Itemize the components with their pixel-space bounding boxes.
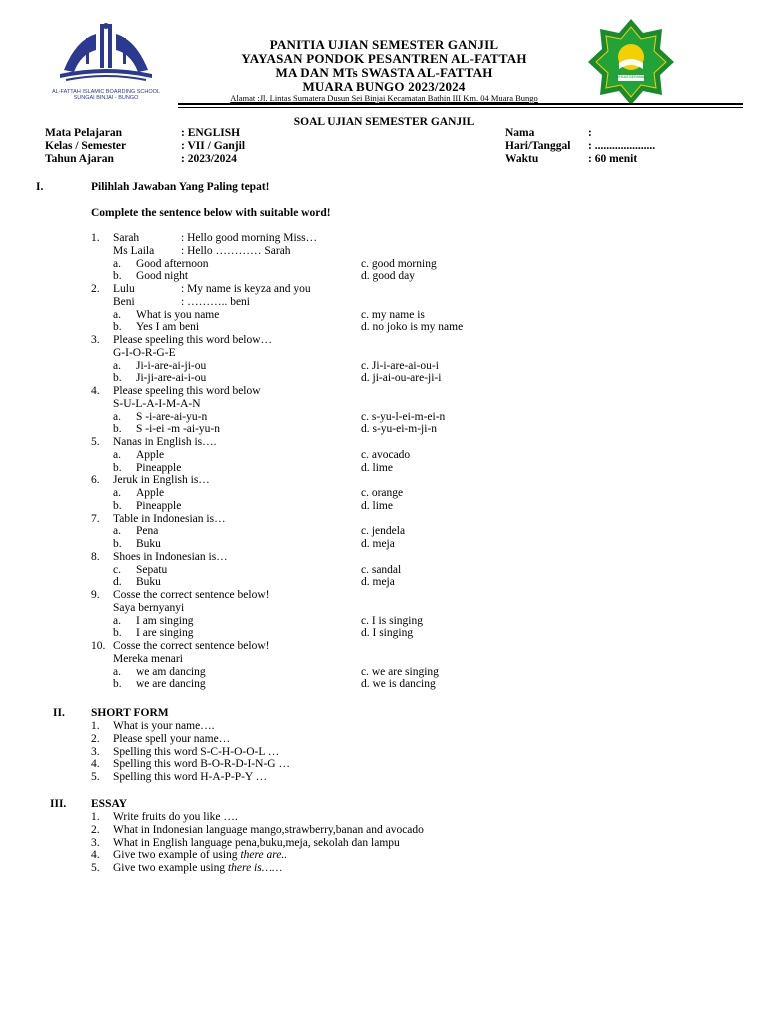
year-value: : 2023/2024 [181, 153, 237, 165]
question-number: 5. [91, 436, 100, 448]
name-value: : [588, 127, 592, 139]
option-text: d. good day [361, 270, 415, 283]
option-letter: c. [113, 563, 121, 576]
item-text: Write fruits do you like …. [113, 811, 238, 823]
item-number: 4. [91, 849, 100, 862]
option-text: c. I is singing [361, 614, 423, 627]
question-number: 8. [91, 550, 100, 563]
option-text: we are dancing [136, 678, 206, 691]
question-line [0, 589, 768, 602]
option-text: Ji-ji-are-ai-i-ou [136, 372, 207, 385]
logo-caption-2: SUNGAI BINJAI - BUNGO [73, 95, 139, 101]
item-number: 5. [91, 862, 100, 874]
option-letter: a. [113, 257, 121, 270]
short-form-item [0, 720, 768, 733]
item-text: What is your name…. [113, 720, 215, 732]
question-line [0, 551, 768, 564]
time-value: : 60 menit [588, 153, 638, 165]
question-line [0, 398, 768, 411]
option-text: c. Ji-i-are-ai-ou-i [361, 359, 439, 372]
option-letter: b. [113, 627, 122, 640]
answer-options-row [0, 576, 768, 589]
item-text-emphasis: there is…… [227, 862, 283, 874]
option-text: c. orange [361, 487, 404, 499]
item-text: Please spell your name… [113, 732, 231, 745]
option-text: d. s-yu-ei-m-ji-n [361, 423, 438, 436]
question-line [0, 334, 768, 347]
question-line [0, 653, 768, 666]
option-text: Ji-i-are-ai-ji-ou [136, 359, 207, 372]
question-text: Ms Laila [113, 244, 155, 257]
option-letter: b. [113, 423, 122, 436]
question-text: Cosse the correct sentence below! [113, 589, 270, 601]
subject-label: Mata Pelajaran [45, 127, 122, 139]
question-text: Saya bernyanyi [113, 601, 185, 614]
item-number: 4. [91, 758, 100, 771]
question-text: Please speeling this word below… [113, 334, 273, 346]
item-text: Give two example of using [113, 849, 241, 862]
section-1-title: Pilihlah Jawaban Yang Paling tepat! [91, 181, 270, 193]
option-letter: a. [113, 665, 121, 678]
item-number: 3. [91, 745, 100, 758]
item-text: Give two example using [113, 862, 228, 874]
option-letter: b. [113, 499, 122, 512]
option-text: Buku [136, 576, 161, 589]
question-line [0, 474, 768, 487]
option-text: Yes I am beni [136, 321, 200, 334]
option-text: d. lime [361, 499, 393, 512]
question-number: 2. [91, 283, 100, 295]
question-number: 4. [91, 385, 100, 397]
option-text: S -i-ei -m -ai-yu-n [136, 423, 220, 436]
short-form-item [0, 746, 768, 759]
answer-options-row [0, 627, 768, 640]
answer-options-row [0, 411, 768, 424]
question-text: G-I-O-R-G-E [113, 346, 176, 359]
option-text: c. my name is [361, 308, 425, 321]
option-text: c. we are singing [361, 665, 439, 678]
answer-options-row [0, 270, 768, 283]
option-text: c. good morning [361, 257, 437, 270]
item-number: 1. [91, 720, 100, 732]
essay-item [0, 862, 768, 875]
question-text: Mereka menari [113, 652, 183, 665]
section-1-numeral: I. [36, 181, 44, 193]
item-number: 3. [91, 836, 100, 849]
question-text: Lulu [113, 283, 135, 295]
short-form-item [0, 733, 768, 746]
answer-options-row [0, 615, 768, 628]
question-text: Beni [113, 295, 135, 308]
essay-item [0, 837, 768, 850]
question-number: 3. [91, 334, 100, 346]
item-number: 5. [91, 771, 100, 783]
item-number: 2. [91, 732, 100, 745]
answer-options-row [0, 678, 768, 691]
option-text: S -i-are-ai-yu-n [136, 410, 208, 423]
question-text: Nanas in English is…. [113, 436, 217, 448]
section-1-instruction: Complete the sentence below with suitable word! [91, 207, 331, 219]
answer-options-row [0, 258, 768, 271]
option-letter: a. [113, 308, 121, 321]
answer-options-row [0, 462, 768, 475]
option-text: Pineapple [136, 461, 182, 474]
section-3-numeral: III. [50, 798, 67, 810]
item-text-wrap [113, 849, 287, 862]
essay-item [0, 824, 768, 837]
option-text: Apple [136, 487, 165, 499]
question-line [0, 245, 768, 258]
option-text: c. jendela [361, 525, 406, 538]
logo-caption: AL-FATTAH ISLAMIC BOARDING SCHOOL [52, 89, 160, 95]
option-letter: b. [113, 321, 122, 334]
option-text: c. sandal [361, 563, 402, 576]
option-letter: a. [113, 448, 121, 461]
time-label: Waktu [505, 153, 539, 165]
answer-options-row [0, 538, 768, 551]
option-text: Pena [136, 525, 159, 538]
essay-item [0, 811, 768, 824]
section-2-title: SHORT FORM [91, 707, 169, 719]
question-line [0, 347, 768, 360]
option-text: c. s-yu-l-ei-m-ei-n [361, 410, 446, 423]
header-divider-thin [178, 107, 743, 108]
option-letter: b. [113, 270, 122, 283]
question-number: 1. [91, 232, 100, 244]
answer-options-row [0, 525, 768, 538]
question-text: Sarah [113, 232, 140, 244]
answer-options-row [0, 309, 768, 322]
question-text: Table in Indonesian is… [113, 512, 226, 525]
option-text: c. avocado [361, 448, 411, 461]
item-text: What in Indonesian language mango,strawberry,banan and avocado [113, 823, 424, 836]
option-text: d. I singing [361, 627, 414, 640]
header-line-1: PANITIA UJIAN SEMESTER GANJIL [269, 37, 499, 52]
question-text: Please speeling this word below [113, 385, 261, 397]
option-letter: b. [113, 538, 122, 550]
question-line [0, 436, 768, 449]
question-line [0, 232, 768, 245]
option-text: d. no joko is my name [361, 321, 464, 334]
option-text: we am dancing [136, 665, 206, 678]
question-text-continued: : ……….. beni [181, 295, 250, 308]
option-letter: b. [113, 678, 122, 691]
answer-options-row [0, 372, 768, 385]
option-text: d. meja [361, 576, 395, 589]
answer-options-row [0, 449, 768, 462]
question-text-continued: : My name is keyza and you [181, 283, 311, 295]
question-line [0, 640, 768, 653]
name-label: Nama [505, 127, 535, 139]
header-address: Alamat :Jl. Lintas Sumatera Dusun Sei Binjai Kecamatan Bathin III Km. 04 Muara Bungo [230, 93, 538, 103]
option-text: Buku [136, 538, 161, 550]
option-letter: a. [113, 359, 121, 372]
ministry-logo-caption: IKHLAS BERAMAL [616, 75, 647, 79]
option-text: Good night [136, 270, 189, 283]
item-text-emphasis: there are.. [240, 849, 288, 862]
question-text-continued: : Hello ………… Sarah [181, 244, 291, 257]
subject-value: : ENGLISH [181, 127, 241, 139]
option-text: Apple [136, 448, 165, 461]
question-number: 7. [91, 512, 100, 525]
option-letter: a. [113, 614, 121, 627]
question-text: Cosse the correct sentence below! [113, 640, 270, 652]
option-letter: b. [113, 461, 122, 474]
year-label: Tahun Ajaran [45, 153, 114, 165]
header-divider [178, 103, 743, 105]
option-text: I are singing [136, 627, 194, 640]
option-letter: a. [113, 487, 121, 499]
answer-options-row [0, 666, 768, 679]
question-text: Shoes in Indonesian is… [113, 550, 228, 563]
option-text: d. lime [361, 461, 393, 474]
short-form-item [0, 758, 768, 771]
date-label: Hari/Tanggal [505, 140, 571, 152]
question-line [0, 513, 768, 526]
header-line-4: MUARA BUNGO 2023/2024 [302, 79, 466, 94]
option-text: d. we is dancing [361, 678, 436, 691]
header-line-2: YAYASAN PONDOK PESANTREN AL-FATTAH [241, 51, 527, 66]
essay-item [0, 849, 768, 862]
date-value: : ..................... [588, 140, 656, 152]
option-text: d. ji-ai-ou-are-ji-i [361, 372, 442, 385]
class-label: Kelas / Semester [45, 140, 127, 152]
option-text: What is you name [136, 308, 220, 321]
section-2-numeral: II. [53, 707, 65, 719]
item-number: 1. [91, 811, 100, 823]
answer-options-row [0, 487, 768, 500]
section-3-title: ESSAY [91, 798, 128, 810]
option-text: d. meja [361, 538, 395, 550]
option-text: Good afternoon [136, 257, 209, 270]
question-line [0, 602, 768, 615]
option-text: Sepatu [136, 563, 168, 576]
item-number: 2. [91, 823, 100, 836]
header-line-3: MA DAN MTs SWASTA AL-FATTAH [275, 65, 493, 80]
question-text-continued: : Hello good morning Miss… [181, 232, 318, 244]
question-line [0, 283, 768, 296]
question-text: S-U-L-A-I-M-A-N [113, 397, 201, 410]
item-text: Spelling this word S-C-H-O-O-L … [113, 745, 280, 758]
item-text: What in English language pena,buku,meja, sekolah dan lampu [113, 836, 400, 849]
short-form-item [0, 771, 768, 784]
question-number: 6. [91, 474, 100, 487]
answer-options-row [0, 500, 768, 513]
option-text: Pineapple [136, 499, 182, 512]
class-value: : VII / Ganjil [181, 140, 246, 152]
option-letter: a. [113, 410, 121, 423]
question-number: 9. [91, 589, 100, 601]
answer-options-row [0, 423, 768, 436]
answer-options-row [0, 564, 768, 577]
option-letter: a. [113, 525, 121, 538]
question-line [0, 296, 768, 309]
option-letter: d. [113, 576, 122, 589]
item-text-wrap [113, 862, 282, 875]
question-number: 10. [91, 640, 106, 652]
question-line [0, 385, 768, 398]
option-text: I am singing [136, 614, 194, 627]
option-letter: b. [113, 372, 122, 385]
exam-title: SOAL UJIAN SEMESTER GANJIL [293, 116, 475, 128]
question-text: Jeruk in English is… [113, 474, 210, 487]
item-text: Spelling this word B-O-R-D-I-N-G … [113, 758, 290, 771]
answer-options-row [0, 321, 768, 334]
answer-options-row [0, 360, 768, 373]
item-text: Spelling this word H-A-P-P-Y … [113, 771, 268, 783]
